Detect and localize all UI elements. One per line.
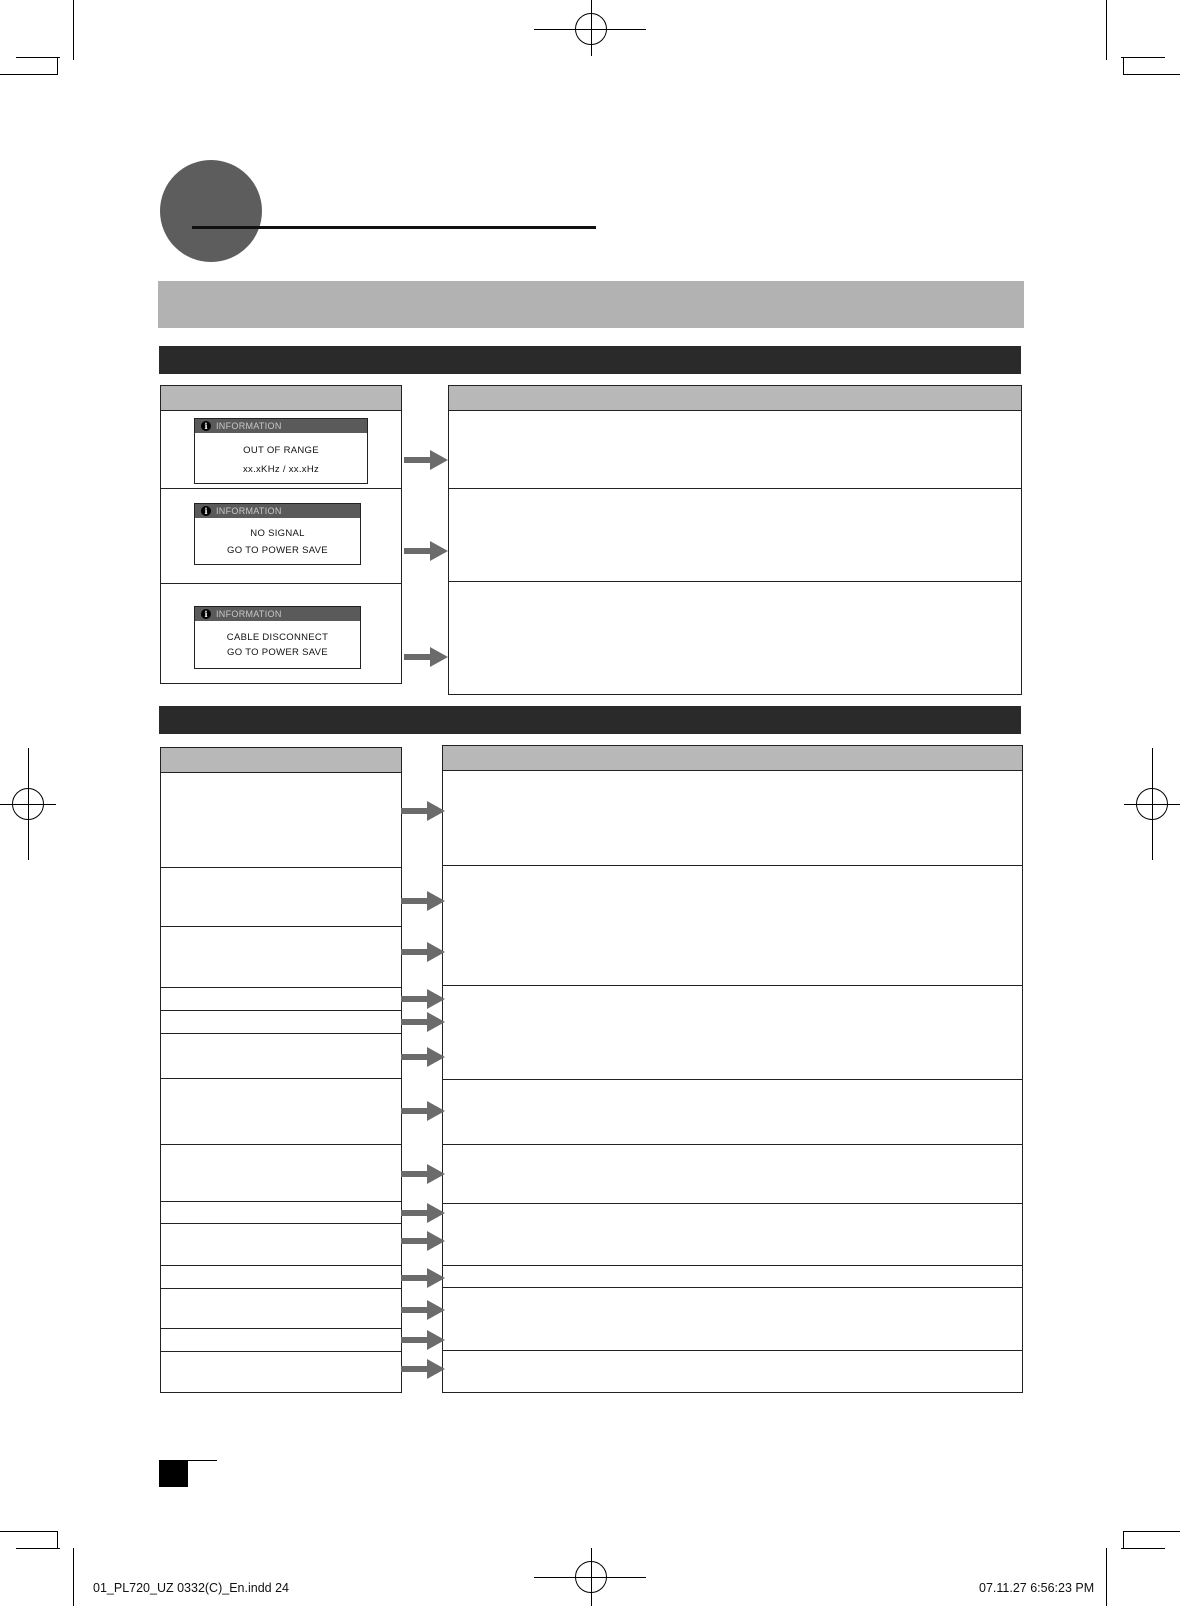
table-cell [442,1287,1023,1351]
table-cell [448,488,1022,584]
table-header-right [442,745,1023,771]
arrow-right-icon [401,801,445,821]
title-underline [192,226,596,229]
page-number-tab [159,1460,188,1487]
table-cell [160,1328,402,1352]
arrow-right-icon [404,541,448,561]
osd-line: GO TO POWER SAVE [227,647,328,658]
table-cell [442,1350,1023,1393]
osd-message-box [194,418,368,484]
table-cell [160,1201,402,1224]
table-cell [442,1265,1023,1288]
table-cell [160,1010,402,1034]
table-header-left [160,747,402,773]
table-cell [160,987,402,1011]
table-cell [448,581,1022,695]
arrow-right-icon [404,647,448,667]
file-slug: 01_PL720_UZ 0332(C)_En.indd 24 [93,1581,289,1595]
table-cell [442,1079,1023,1145]
info-icon: i [201,609,211,619]
table-cell [160,867,402,927]
arrow-right-icon [401,989,445,1009]
section-header-band [158,281,1024,328]
arrow-right-icon [401,1300,445,1320]
osd-header-label: INFORMATION [216,609,282,619]
arrow-right-icon [401,1164,445,1184]
osd-line: NO SIGNAL [250,528,305,539]
arrow-right-icon [401,891,445,911]
osd-line: CABLE DISCONNECT [226,632,329,643]
table-cell [160,1351,402,1393]
table-header-right [448,385,1022,411]
table-cell [442,1144,1023,1204]
table-cell [160,1033,402,1079]
osd-line: xx.xKHz / xx.xHz [242,464,320,475]
osd-header-label: INFORMATION [216,506,282,516]
table-cell [160,1288,402,1329]
arrow-right-icon [401,1359,445,1379]
table-header-left [160,385,402,411]
osd-message-box [194,606,361,669]
table-cell [160,1223,402,1266]
osd-message-box [194,503,361,565]
print-timestamp: 07.11.27 6:56:23 PM [979,1581,1095,1595]
osd-header [195,419,367,433]
osd-header-label: INFORMATION [216,421,282,431]
arrow-right-icon [401,1268,445,1288]
info-icon: i [201,506,211,516]
page-number-rule [188,1460,217,1461]
osd-line: GO TO POWER SAVE [227,545,328,556]
arrow-right-icon [401,1012,445,1032]
table-cell [448,410,1022,489]
table-cell [442,865,1023,986]
osd-header [195,607,360,621]
arrow-right-icon [401,1330,445,1350]
section-bar-1 [159,346,1021,374]
arrow-right-icon [401,1047,445,1067]
table-cell [160,1078,402,1145]
arrow-right-icon [401,1203,445,1223]
info-icon: i [201,421,211,431]
arrow-right-icon [404,450,448,470]
table-cell [160,1265,402,1289]
table-cell [160,926,402,988]
osd-line: OUT OF RANGE [243,445,319,456]
arrow-right-icon [401,1101,445,1121]
osd-header [195,504,360,518]
arrow-right-icon [401,942,445,962]
table-cell [160,1144,402,1202]
table-cell [160,772,402,868]
table-cell [442,1203,1023,1266]
arrow-right-icon [401,1231,445,1251]
table-cell [442,770,1023,866]
chapter-circle [160,160,262,262]
section-bar-2 [159,706,1021,734]
table-cell [442,985,1023,1080]
